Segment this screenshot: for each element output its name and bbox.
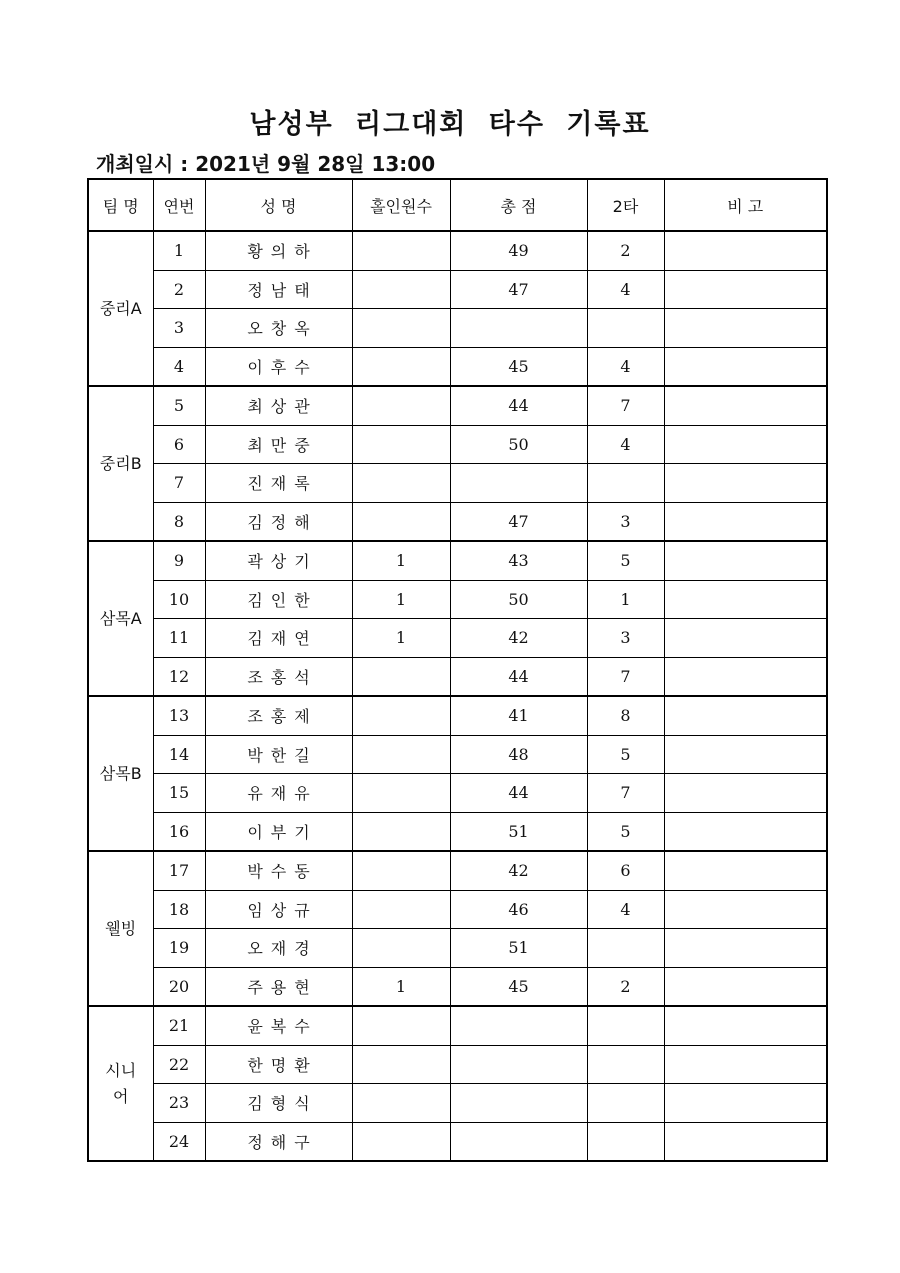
two-stroke-count bbox=[587, 464, 664, 503]
player-name: 이후수 bbox=[205, 347, 352, 386]
total-score bbox=[450, 464, 587, 503]
player-name: 김정해 bbox=[205, 502, 352, 541]
player-number: 10 bbox=[153, 580, 205, 619]
table-row bbox=[88, 967, 827, 1006]
player-name: 유재유 bbox=[205, 774, 352, 813]
player-name: 박수동 bbox=[205, 851, 352, 890]
player-name: 주용현 bbox=[205, 967, 352, 1006]
player-name: 김재연 bbox=[205, 619, 352, 658]
score-table bbox=[87, 178, 828, 1162]
table-row bbox=[88, 657, 827, 696]
holeinone-count bbox=[352, 270, 450, 309]
note-cell bbox=[664, 890, 827, 929]
col-name-header: 성 명 bbox=[205, 179, 352, 231]
col-total-header: 총 점 bbox=[450, 179, 587, 231]
note-cell bbox=[664, 386, 827, 425]
team-name: 웰빙 bbox=[88, 851, 153, 1006]
two-stroke-count bbox=[587, 1122, 664, 1161]
player-number: 14 bbox=[153, 735, 205, 774]
note-cell bbox=[664, 231, 827, 270]
player-number: 16 bbox=[153, 812, 205, 851]
table-row bbox=[88, 696, 827, 735]
table-row bbox=[88, 541, 827, 580]
two-stroke-count: 4 bbox=[587, 425, 664, 464]
header-row bbox=[88, 179, 827, 231]
player-name: 김형식 bbox=[205, 1084, 352, 1123]
player-number: 21 bbox=[153, 1006, 205, 1045]
note-cell bbox=[664, 812, 827, 851]
note-cell bbox=[664, 464, 827, 503]
team-name: 중리A bbox=[88, 231, 153, 386]
note-cell bbox=[664, 1084, 827, 1123]
col-note-header: 비 고 bbox=[664, 179, 827, 231]
holeinone-count bbox=[352, 231, 450, 270]
total-score: 46 bbox=[450, 890, 587, 929]
player-name: 최상관 bbox=[205, 386, 352, 425]
player-number: 20 bbox=[153, 967, 205, 1006]
player-name: 윤복수 bbox=[205, 1006, 352, 1045]
total-score: 50 bbox=[450, 425, 587, 464]
holeinone-count bbox=[352, 425, 450, 464]
note-cell bbox=[664, 347, 827, 386]
note-cell bbox=[664, 774, 827, 813]
total-score: 47 bbox=[450, 502, 587, 541]
two-stroke-count: 4 bbox=[587, 270, 664, 309]
player-number: 15 bbox=[153, 774, 205, 813]
holeinone-count bbox=[352, 386, 450, 425]
holeinone-count bbox=[352, 929, 450, 968]
player-name: 진재록 bbox=[205, 464, 352, 503]
note-cell bbox=[664, 580, 827, 619]
note-cell bbox=[664, 657, 827, 696]
player-name: 조홍제 bbox=[205, 696, 352, 735]
table-row bbox=[88, 1084, 827, 1123]
table-body bbox=[88, 231, 827, 1161]
total-score: 42 bbox=[450, 619, 587, 658]
total-score: 50 bbox=[450, 580, 587, 619]
note-cell bbox=[664, 1006, 827, 1045]
event-datetime: 개최일시 : 2021년 9월 28일 13:00 bbox=[96, 152, 436, 176]
total-score: 45 bbox=[450, 347, 587, 386]
player-name: 곽상기 bbox=[205, 541, 352, 580]
two-stroke-count bbox=[587, 309, 664, 348]
table-row bbox=[88, 1006, 827, 1045]
holeinone-count: 1 bbox=[352, 541, 450, 580]
player-number: 9 bbox=[153, 541, 205, 580]
holeinone-count bbox=[352, 696, 450, 735]
note-cell bbox=[664, 929, 827, 968]
player-number: 7 bbox=[153, 464, 205, 503]
table-row bbox=[88, 309, 827, 348]
note-cell bbox=[664, 270, 827, 309]
team-name-line: 시니 bbox=[105, 1060, 137, 1080]
note-cell bbox=[664, 1122, 827, 1161]
two-stroke-count: 3 bbox=[587, 619, 664, 658]
total-score bbox=[450, 1122, 587, 1161]
table-row bbox=[88, 502, 827, 541]
player-number: 6 bbox=[153, 425, 205, 464]
total-score bbox=[450, 1045, 587, 1084]
player-number: 3 bbox=[153, 309, 205, 348]
two-stroke-count: 4 bbox=[587, 890, 664, 929]
total-score bbox=[450, 309, 587, 348]
table-row bbox=[88, 425, 827, 464]
player-name: 조홍석 bbox=[205, 657, 352, 696]
table-row bbox=[88, 270, 827, 309]
player-name: 황의하 bbox=[205, 231, 352, 270]
note-cell bbox=[664, 425, 827, 464]
holeinone-count bbox=[352, 309, 450, 348]
two-stroke-count bbox=[587, 1045, 664, 1084]
two-stroke-count: 8 bbox=[587, 696, 664, 735]
player-name: 최만중 bbox=[205, 425, 352, 464]
holeinone-count bbox=[352, 347, 450, 386]
note-cell bbox=[664, 967, 827, 1006]
two-stroke-count: 2 bbox=[587, 231, 664, 270]
total-score: 47 bbox=[450, 270, 587, 309]
player-number: 23 bbox=[153, 1084, 205, 1123]
note-cell bbox=[664, 851, 827, 890]
total-score bbox=[450, 1084, 587, 1123]
total-score: 45 bbox=[450, 967, 587, 1006]
holeinone-count bbox=[352, 502, 450, 541]
table-row bbox=[88, 1122, 827, 1161]
two-stroke-count: 5 bbox=[587, 812, 664, 851]
note-cell bbox=[664, 1045, 827, 1084]
team-name: 삼목B bbox=[88, 696, 153, 851]
player-number: 24 bbox=[153, 1122, 205, 1161]
holeinone-count: 1 bbox=[352, 580, 450, 619]
col-two-stroke-header: 2타 bbox=[587, 179, 664, 231]
table-row bbox=[88, 774, 827, 813]
holeinone-count bbox=[352, 812, 450, 851]
table-row bbox=[88, 231, 827, 270]
player-number: 17 bbox=[153, 851, 205, 890]
table-row bbox=[88, 851, 827, 890]
holeinone-count bbox=[352, 735, 450, 774]
table-row bbox=[88, 735, 827, 774]
holeinone-count bbox=[352, 1084, 450, 1123]
table-row bbox=[88, 386, 827, 425]
holeinone-count bbox=[352, 851, 450, 890]
player-name: 정남태 bbox=[205, 270, 352, 309]
player-name: 이부기 bbox=[205, 812, 352, 851]
total-score: 42 bbox=[450, 851, 587, 890]
document-title: 남성부 리그대회 타수 기록표 bbox=[249, 109, 651, 140]
team-name: 중리B bbox=[88, 386, 153, 541]
total-score bbox=[450, 1006, 587, 1045]
player-name: 오창옥 bbox=[205, 309, 352, 348]
col-team-header: 팀 명 bbox=[88, 179, 153, 231]
two-stroke-count: 4 bbox=[587, 347, 664, 386]
two-stroke-count: 7 bbox=[587, 386, 664, 425]
table-row bbox=[88, 929, 827, 968]
table-row bbox=[88, 1045, 827, 1084]
holeinone-count bbox=[352, 774, 450, 813]
two-stroke-count: 1 bbox=[587, 580, 664, 619]
holeinone-count bbox=[352, 464, 450, 503]
total-score: 41 bbox=[450, 696, 587, 735]
two-stroke-count: 2 bbox=[587, 967, 664, 1006]
note-cell bbox=[664, 696, 827, 735]
col-holeinone-header: 홀인원수 bbox=[352, 179, 450, 231]
two-stroke-count: 5 bbox=[587, 541, 664, 580]
two-stroke-count: 7 bbox=[587, 657, 664, 696]
total-score: 51 bbox=[450, 812, 587, 851]
two-stroke-count: 5 bbox=[587, 735, 664, 774]
player-number: 5 bbox=[153, 386, 205, 425]
team-name: 삼목A bbox=[88, 541, 153, 696]
player-number: 18 bbox=[153, 890, 205, 929]
total-score: 51 bbox=[450, 929, 587, 968]
note-cell bbox=[664, 502, 827, 541]
table-row bbox=[88, 619, 827, 658]
table-row bbox=[88, 580, 827, 619]
total-score: 44 bbox=[450, 386, 587, 425]
player-number: 1 bbox=[153, 231, 205, 270]
player-number: 13 bbox=[153, 696, 205, 735]
note-cell bbox=[664, 619, 827, 658]
player-number: 12 bbox=[153, 657, 205, 696]
player-number: 11 bbox=[153, 619, 205, 658]
player-name: 한명환 bbox=[205, 1045, 352, 1084]
player-name: 박한길 bbox=[205, 735, 352, 774]
total-score: 43 bbox=[450, 541, 587, 580]
player-number: 8 bbox=[153, 502, 205, 541]
total-score: 44 bbox=[450, 657, 587, 696]
player-name: 김인한 bbox=[205, 580, 352, 619]
two-stroke-count bbox=[587, 1006, 664, 1045]
note-cell bbox=[664, 735, 827, 774]
holeinone-count bbox=[352, 657, 450, 696]
player-name: 오재경 bbox=[205, 929, 352, 968]
table-row bbox=[88, 812, 827, 851]
total-score: 44 bbox=[450, 774, 587, 813]
player-number: 2 bbox=[153, 270, 205, 309]
player-number: 4 bbox=[153, 347, 205, 386]
table-row bbox=[88, 890, 827, 929]
table-row bbox=[88, 464, 827, 503]
total-score: 48 bbox=[450, 735, 587, 774]
holeinone-count bbox=[352, 1006, 450, 1045]
holeinone-count bbox=[352, 1045, 450, 1084]
note-cell bbox=[664, 541, 827, 580]
player-name: 임상규 bbox=[205, 890, 352, 929]
total-score: 49 bbox=[450, 231, 587, 270]
two-stroke-count: 7 bbox=[587, 774, 664, 813]
player-number: 22 bbox=[153, 1045, 205, 1084]
team-name-line: 어 bbox=[113, 1086, 129, 1106]
player-name: 정해구 bbox=[205, 1122, 352, 1161]
col-number-header: 연번 bbox=[153, 179, 205, 231]
two-stroke-count: 6 bbox=[587, 851, 664, 890]
player-number: 19 bbox=[153, 929, 205, 968]
team-name bbox=[88, 1006, 153, 1161]
note-cell bbox=[664, 309, 827, 348]
two-stroke-count: 3 bbox=[587, 502, 664, 541]
table-row bbox=[88, 347, 827, 386]
two-stroke-count bbox=[587, 929, 664, 968]
holeinone-count: 1 bbox=[352, 619, 450, 658]
two-stroke-count bbox=[587, 1084, 664, 1123]
holeinone-count: 1 bbox=[352, 967, 450, 1006]
holeinone-count bbox=[352, 1122, 450, 1161]
holeinone-count bbox=[352, 890, 450, 929]
